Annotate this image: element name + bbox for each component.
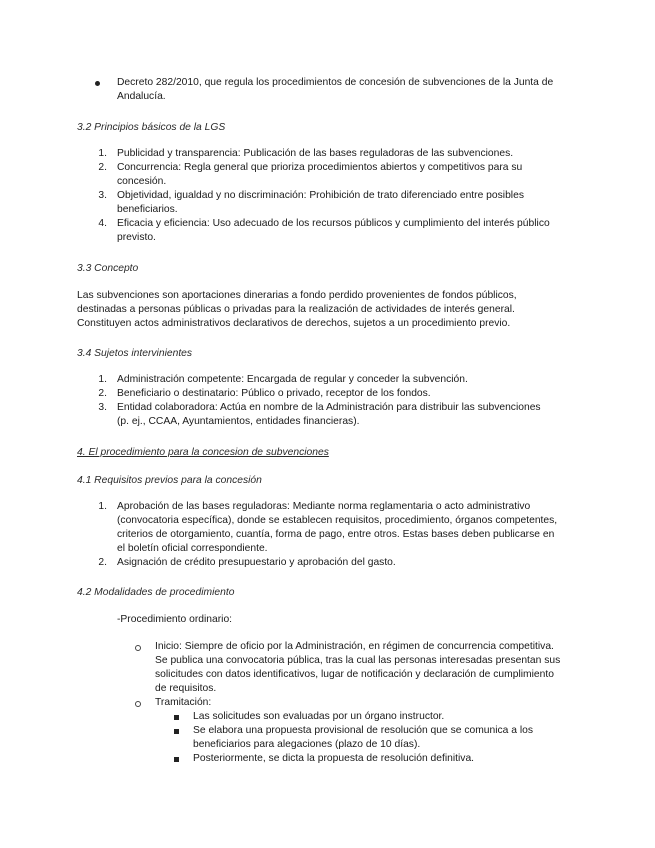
list-marker: 1. (98, 501, 107, 512)
list-item-line: Entidad colaboradora: Actúa en nombre de la Administración para distribuir las subvenciones (117, 402, 541, 413)
list-item-line: Aprobación de las bases reguladoras: Mediante norma reglamentaria o acto administrativo (117, 501, 531, 512)
tramitacion-label: Tramitación: (155, 697, 212, 708)
tramitacion-line: beneficiarios para alegaciones (plazo de 10 días). (193, 739, 421, 750)
paragraph-line: Las subvenciones son aportaciones dinerarias a fondo perdido provenientes de fondos públicos, (77, 290, 517, 301)
tramitacion-line: Posteriormente, se dicta la propuesta de resolución definitiva. (193, 753, 475, 764)
section-heading: 3.2 Principios básicos de la LGS (77, 122, 226, 133)
list-item-line: Beneficiario o destinatario: Público o privado, receptor de los fondos. (117, 388, 431, 399)
list-item-line: Objetividad, igualdad y no discriminación: Prohibición de trato diferenciado entre posibles (117, 190, 524, 201)
list-marker: 2. (98, 162, 107, 173)
square-bullet-marker (174, 757, 179, 762)
section-heading: 3.4 Sujetos intervinientes (77, 348, 193, 359)
inicio-line: Inicio: Siempre de oficio por la Administración, en régimen de concurrencia competitiva. (155, 641, 554, 652)
chapter-heading: 4. El procedimiento para la concesion de subvenciones (77, 447, 329, 458)
paragraph-line: destinadas a personas públicas o privadas para la realización de actividades de interés general. (77, 304, 515, 315)
list-item-line: (p. ej., CCAA, Ayuntamientos, entidades financieras). (117, 416, 360, 427)
list-item-line: el boletín oficial correspondiente. (117, 543, 268, 554)
list-item-line: Concurrencia: Regla general que prioriza procedimientos abiertos y competitivos para su (117, 162, 523, 173)
section-heading: 4.1 Requisitos previos para la concesión (77, 475, 262, 486)
circle-bullet-marker (135, 645, 141, 651)
list-item-line: Publicidad y transparencia: Publicación de las bases reguladoras de las subvenciones. (117, 148, 514, 159)
list-item-line: criterios de otorgamiento, cuantía, forma de pago, entre otros. Estas bases deben publicarse en (117, 529, 555, 540)
list-marker: 1. (98, 148, 107, 159)
tramitacion-line: Se elabora una propuesta provisional de resolución que se comunica a los (193, 725, 534, 736)
paragraph-line: Constituyen actos administrativos declarativos de derechos, sujetos a un procedimiento previo. (77, 318, 511, 329)
inicio-line: solicitudes con datos identificativos, lugar de notificación y declaración de cumplimiento (155, 669, 554, 680)
square-bullet-marker (174, 715, 179, 720)
list-item-line: Asignación de crédito presupuestario y aprobación del gasto. (117, 557, 396, 568)
list-item-line: Administración competente: Encargada de regular y conceder la subvención. (117, 374, 468, 385)
intro-line: Andalucía. (117, 91, 166, 102)
list-item-line: previsto. (117, 232, 156, 243)
intro-line: Decreto 282/2010, que regula los procedimientos de concesión de subvenciones de la Junta de (117, 77, 554, 88)
list-item-line: concesión. (117, 176, 167, 187)
circle-bullet-marker (135, 701, 141, 707)
inicio-line: Se publica una convocatoria pública, tras la cual las personas interesadas presentan sus (155, 655, 561, 666)
list-marker: 3. (98, 190, 107, 201)
list-marker: 3. (98, 402, 107, 413)
inicio-line: de requisitos. (155, 683, 217, 694)
bullet-marker (95, 81, 100, 86)
list-item-line: (convocatoria específica), donde se establecen requisitos, procedimiento, órganos competentes, (117, 515, 558, 526)
list-item-line: Eficacia y eficiencia: Uso adecuado de los recursos públicos y cumplimiento del interés público (117, 218, 550, 229)
list-marker: 4. (98, 218, 107, 229)
square-bullet-marker (174, 729, 179, 734)
section-heading: 4.2 Modalidades de procedimiento (77, 587, 235, 598)
list-marker: 2. (98, 557, 107, 568)
list-marker: 2. (98, 388, 107, 399)
tramitacion-line: Las solicitudes son evaluadas por un órgano instructor. (193, 711, 445, 722)
list-item-line: beneficiarios. (117, 204, 178, 215)
section-heading: 3.3 Concepto (77, 263, 139, 274)
subheading: -Procedimiento ordinario: (117, 614, 233, 625)
list-marker: 1. (98, 374, 107, 385)
